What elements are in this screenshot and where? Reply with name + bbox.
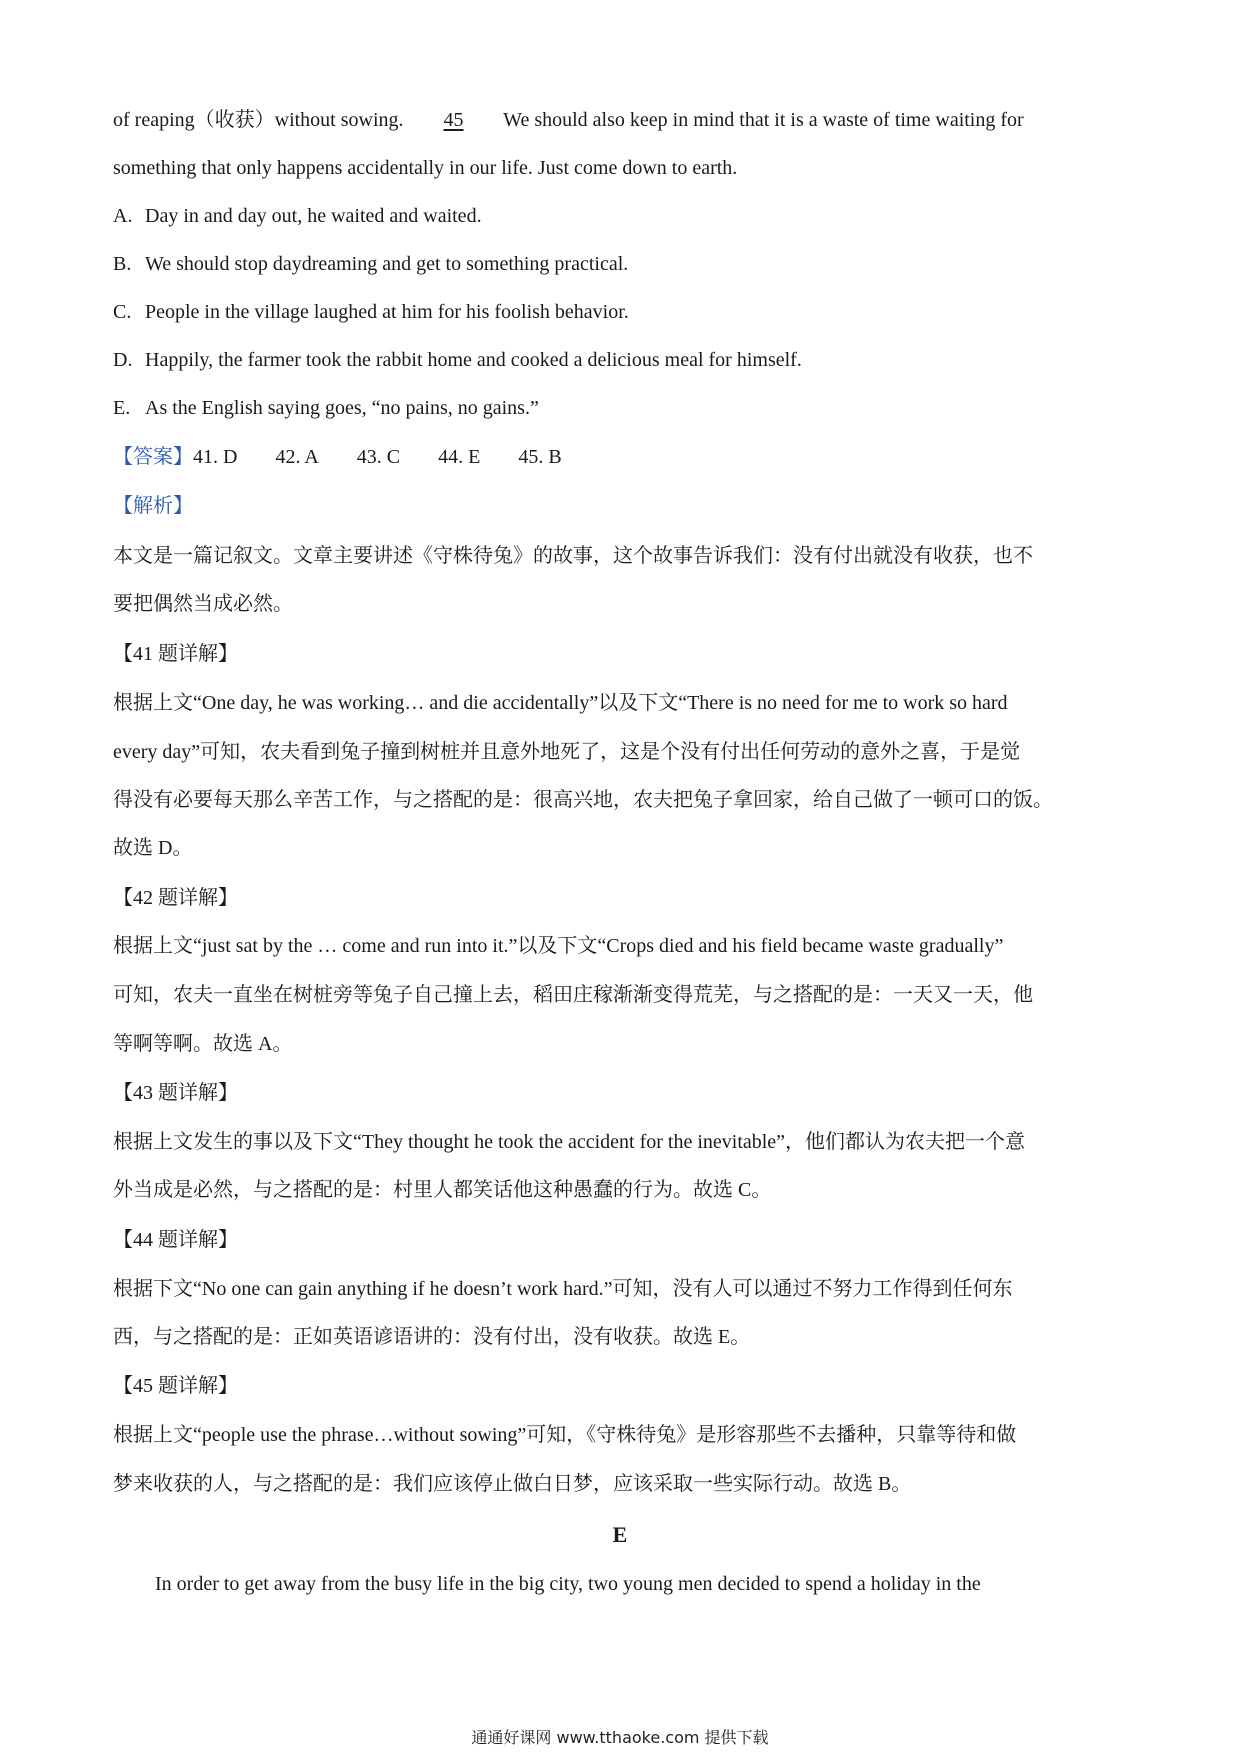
detail-44-heading: 【44 题详解】 — [113, 1229, 238, 1251]
option-text: Happily, the farmer took the rabbit home and cooked a delicious meal for himself. — [145, 349, 802, 371]
detail-45-heading: 【45 题详解】 — [113, 1375, 238, 1397]
detail-44-line: 根据下文“No one can gain anything if he doesn’t work hard.”可知，没有人可以通过不努力工作得到任何东 — [113, 1278, 1013, 1300]
detail-42-heading: 【42 题详解】 — [113, 887, 238, 909]
detail-41-line: 根据上文“One day, he was working… and die accidentally”以及下文“There is no need for me to work so hard — [113, 692, 1008, 714]
detail-43-line: 根据上文发生的事以及下文“They thought he took the accident for the inevitable”，他们都认为农夫把一个意 — [113, 1131, 1026, 1153]
passage-line-1 — [113, 106, 1133, 134]
detail-43-heading: 【43 题详解】 — [113, 1082, 238, 1104]
option-text: We should stop daydreaming and get to something practical. — [145, 253, 629, 275]
option-a — [113, 202, 1133, 230]
answer-line — [113, 443, 1133, 471]
detail-42-line: 根据上文“just sat by the … come and run into it.”以及下文“Crops died and his field became waste gradually” — [113, 935, 1004, 957]
option-e — [113, 394, 1133, 422]
page-footer: 通通好课网 www.tthaoke.com 提供下载 — [471, 1728, 769, 1747]
detail-41-line: every day”可知，农夫看到兔子撞到树桩并且意外地死了，这是个没有付出任何劳动的意外之喜，于是觉 — [113, 741, 1021, 763]
option-text: As the English saying goes, “no pains, no gains.” — [145, 397, 539, 419]
answer-item: 44. E — [438, 446, 481, 468]
option-letter: A. — [113, 205, 133, 227]
answer-item: 45. B — [518, 446, 562, 468]
detail-45-line: 根据上文“people use the phrase…without sowing”可知，《守株待兔》是形容那些不去播种，只靠等待和做 — [113, 1424, 1017, 1446]
option-b — [113, 250, 1133, 278]
option-d — [113, 346, 1133, 374]
option-letter: C. — [113, 301, 132, 323]
section-e-first-line: In order to get away from the busy life in the big city, two young men decided to spend a holiday in the — [155, 1573, 981, 1595]
option-text: People in the village laughed at him for his foolish behavior. — [145, 301, 629, 323]
detail-41-line: 得没有必要每天那么辛苦工作，与之搭配的是：很高兴地，农夫把兔子拿回家，给自己做了一顿可口的饭。 — [113, 789, 1053, 811]
option-letter: E. — [113, 397, 131, 419]
option-letter: D. — [113, 349, 133, 371]
section-e-heading: E — [612, 1522, 628, 1547]
option-letter: B. — [113, 253, 132, 275]
detail-41-heading: 【41 题详解】 — [113, 643, 238, 665]
answer-item: 41. D — [193, 446, 238, 468]
detail-42-line: 可知，农夫一直坐在树桩旁等兔子自己撞上去，稻田庄稼渐渐变得荒芜，与之搭配的是：一天又一天，他 — [113, 984, 1033, 1006]
option-c — [113, 298, 1133, 326]
passage-line-1-prefix: of reaping（收获）without sowing. — [113, 109, 404, 131]
passage-line-1-suffix: We should also keep in mind that it is a waste of time waiting for — [503, 109, 1024, 131]
detail-44-line: 西，与之搭配的是：正如英语谚语讲的：没有付出，没有收获。故选 E。 — [113, 1326, 751, 1348]
answer-item: 42. A — [275, 446, 319, 468]
answer-label: 【答案】 — [113, 446, 193, 468]
blank-45: 45 — [443, 109, 464, 131]
analysis-label: 【解析】 — [113, 495, 193, 517]
detail-45-line: 梦来收获的人，与之搭配的是：我们应该停止做白日梦，应该采取一些实际行动。故选 B。 — [113, 1473, 912, 1495]
passage-line-2: something that only happens accidentally in our life. Just come down to earth. — [113, 157, 738, 179]
option-text: Day in and day out, he waited and waited. — [145, 205, 482, 227]
detail-41-line: 故选 D。 — [113, 837, 193, 859]
detail-42-line: 等啊等啊。故选 A。 — [113, 1033, 293, 1055]
analysis-summary-line: 要把偶然当成必然。 — [113, 593, 293, 615]
analysis-summary-line: 本文是一篇记叙文。文章主要讲述《守株待兔》的故事，这个故事告诉我们：没有付出就没有收获，也不 — [113, 545, 1033, 567]
answer-item: 43. C — [356, 446, 401, 468]
detail-43-line: 外当成是必然，与之搭配的是：村里人都笑话他这种愚蠢的行为。故选 C。 — [113, 1179, 772, 1201]
